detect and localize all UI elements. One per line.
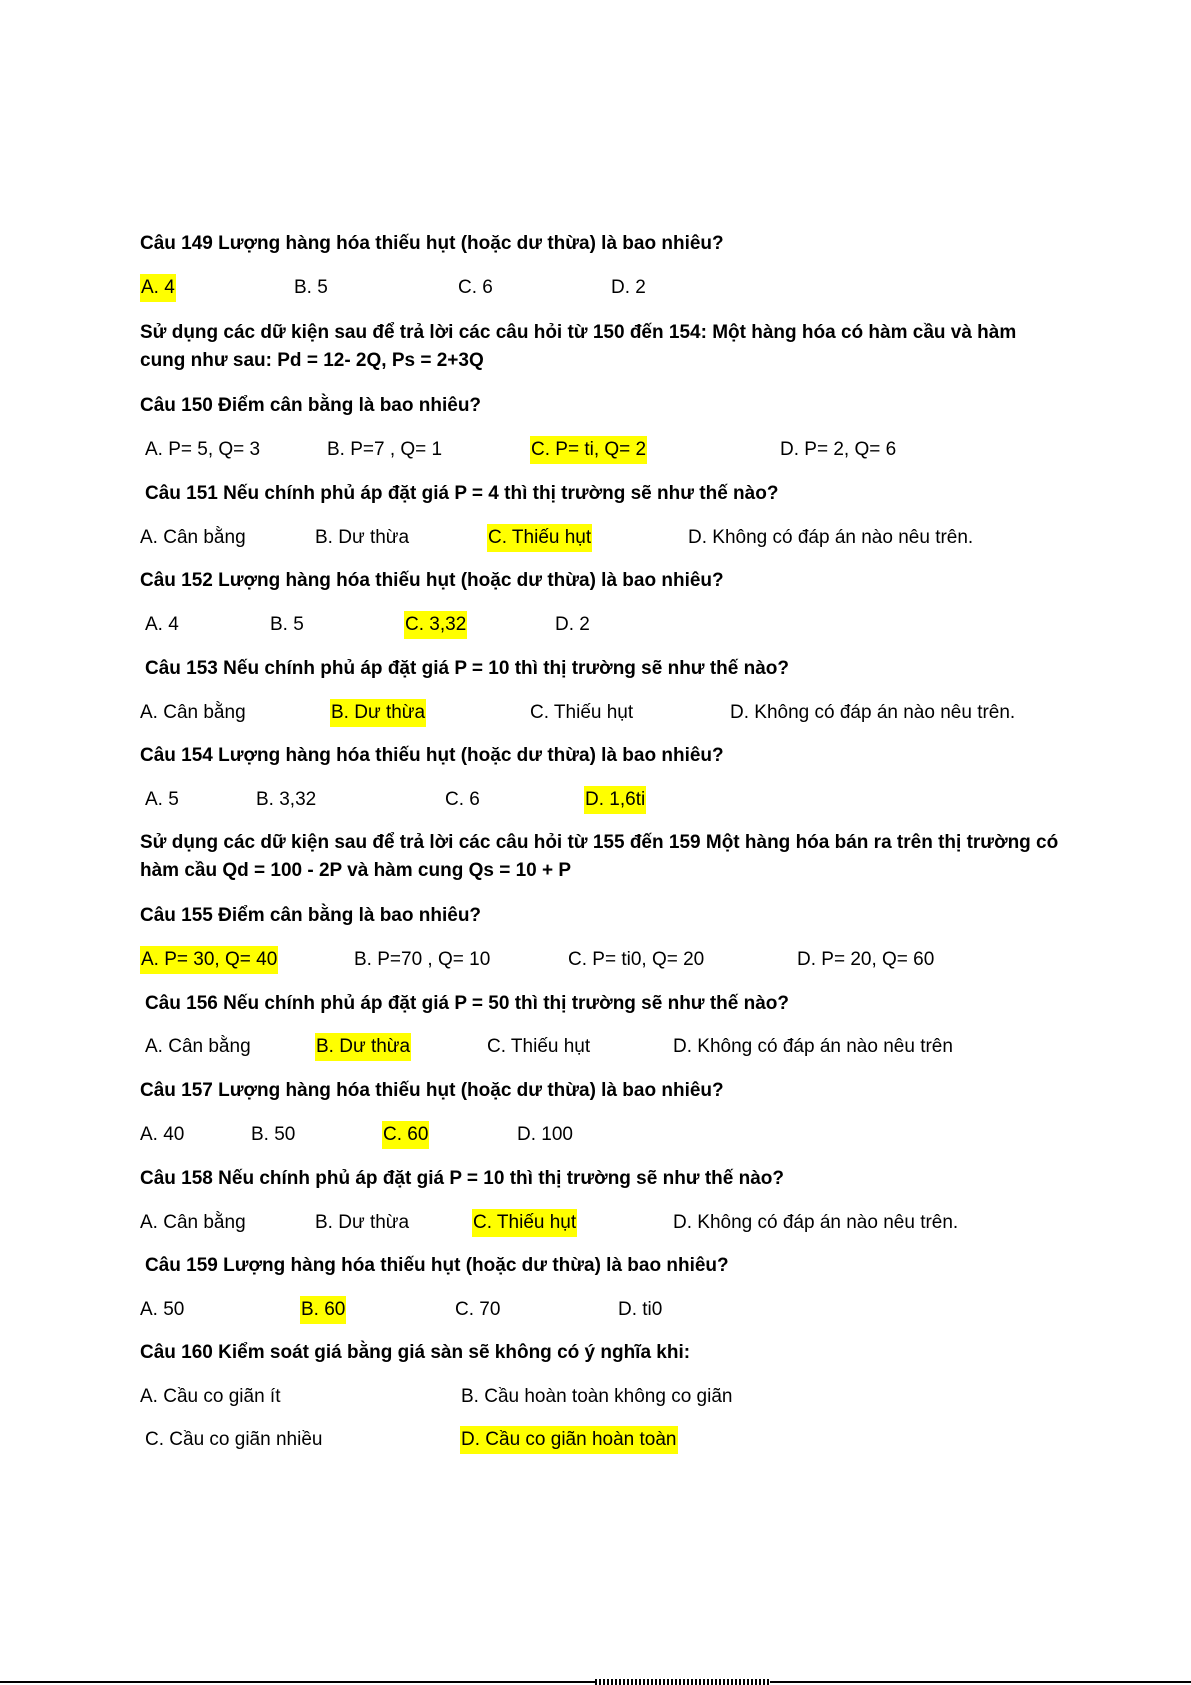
option-a-158: A. Cân bằng bbox=[140, 1212, 246, 1233]
option-a-154: A. 5 bbox=[145, 789, 179, 810]
option-d-150: D. P= 2, Q= 6 bbox=[780, 439, 897, 460]
intro-150-154: Sử dụng các dữ kiện sau để trả lời các câu hỏi từ 150 đến 154: Một hàng hóa có hàm cầu và hàm cung như sau: Pd = 12- 2Q, Ps = 2+3Q bbox=[140, 322, 1017, 371]
option-c-156: C. Thiếu hụt bbox=[487, 1036, 591, 1057]
option-c-151: C. Thiếu hụt bbox=[487, 524, 592, 552]
option-a-149: A. 4 bbox=[140, 274, 176, 302]
option-c-152: C. 3,32 bbox=[404, 611, 467, 639]
option-a-153: A. Cân bằng bbox=[140, 702, 246, 723]
option-c-158: C. Thiếu hụt bbox=[472, 1209, 577, 1237]
option-d-155: D. P= 20, Q= 60 bbox=[797, 949, 935, 970]
option-a-159: A. 50 bbox=[140, 1299, 185, 1320]
option-b-158: B. Dư thừa bbox=[315, 1212, 410, 1233]
question-155: Câu 155 Điểm cân bằng là bao nhiêu? bbox=[140, 905, 482, 926]
option-b-160: B. Cầu hoàn toàn không co giãn bbox=[461, 1386, 733, 1407]
question-158: Câu 158 Nếu chính phủ áp đặt giá P = 10 thì thị trường sẽ như thế nào? bbox=[140, 1168, 785, 1189]
option-c-160: C. Cầu co giãn nhiều bbox=[145, 1429, 323, 1450]
intro-155-159: Sử dụng các dữ kiện sau để trả lời các câu hỏi từ 155 đến 159 Một hàng hóa bán ra trên thị trường có hàm cầu Qd = 100 - 2P và hàm cung Qs = 10 + P bbox=[140, 832, 1059, 881]
option-d-160: D. Cầu co giãn hoàn toàn bbox=[460, 1426, 678, 1454]
option-a-155: A. P= 30, Q= 40 bbox=[140, 946, 278, 974]
option-c-157: C. 60 bbox=[382, 1121, 429, 1149]
question-151: Câu 151 Nếu chính phủ áp đặt giá P = 4 thì thị trường sẽ như thế nào? bbox=[145, 483, 779, 504]
option-d-154: D. 1,6ti bbox=[584, 786, 646, 814]
option-d-151: D. Không có đáp án nào nêu trên. bbox=[688, 527, 974, 548]
question-153: Câu 153 Nếu chính phủ áp đặt giá P = 10 thì thị trường sẽ như thế nào? bbox=[145, 658, 790, 679]
question-154: Câu 154 Lượng hàng hóa thiếu hụt (hoặc dư thừa) là bao nhiêu? bbox=[140, 745, 724, 766]
question-152: Câu 152 Lượng hàng hóa thiếu hụt (hoặc dư thừa) là bao nhiêu? bbox=[140, 570, 724, 591]
option-a-150: A. P= 5, Q= 3 bbox=[145, 439, 261, 460]
option-a-156: A. Cân bằng bbox=[145, 1036, 251, 1057]
option-b-154: B. 3,32 bbox=[256, 789, 317, 810]
option-b-157: B. 50 bbox=[251, 1124, 296, 1145]
option-d-153: D. Không có đáp án nào nêu trên. bbox=[730, 702, 1016, 723]
option-c-149: C. 6 bbox=[458, 277, 493, 298]
question-157: Câu 157 Lượng hàng hóa thiếu hụt (hoặc dư thừa) là bao nhiêu? bbox=[140, 1080, 724, 1101]
option-b-159: B. 60 bbox=[300, 1296, 346, 1324]
option-d-152: D. 2 bbox=[555, 614, 590, 635]
option-a-157: A. 40 bbox=[140, 1124, 185, 1145]
option-c-153: C. Thiếu hụt bbox=[530, 702, 634, 723]
question-156: Câu 156 Nếu chính phủ áp đặt giá P = 50 thì thị trường sẽ như thế nào? bbox=[145, 993, 790, 1014]
question-150: Câu 150 Điểm cân bằng là bao nhiêu? bbox=[140, 395, 482, 416]
option-c-155: C. P= ti0, Q= 20 bbox=[568, 949, 705, 970]
option-c-150: C. P= ti, Q= 2 bbox=[530, 436, 647, 464]
option-b-151: B. Dư thừa bbox=[315, 527, 410, 548]
option-b-155: B. P=70 , Q= 10 bbox=[354, 949, 491, 970]
page-bottom-dotted-segment bbox=[595, 1679, 770, 1685]
option-d-149: D. 2 bbox=[611, 277, 646, 298]
option-d-156: D. Không có đáp án nào nêu trên bbox=[673, 1036, 953, 1057]
option-b-153: B. Dư thừa bbox=[330, 699, 426, 727]
option-b-152: B. 5 bbox=[270, 614, 304, 635]
question-160: Câu 160 Kiểm soát giá bằng giá sàn sẽ không có ý nghĩa khi: bbox=[140, 1342, 691, 1363]
option-c-154: C. 6 bbox=[445, 789, 480, 810]
option-d-159: D. ti0 bbox=[618, 1299, 663, 1320]
option-b-149: B. 5 bbox=[294, 277, 328, 298]
option-b-150: B. P=7 , Q= 1 bbox=[327, 439, 443, 460]
option-a-151: A. Cân bằng bbox=[140, 527, 246, 548]
option-a-160: A. Cầu co giãn ít bbox=[140, 1386, 281, 1407]
option-a-152: A. 4 bbox=[145, 614, 179, 635]
question-159: Câu 159 Lượng hàng hóa thiếu hụt (hoặc dư thừa) là bao nhiêu? bbox=[145, 1255, 729, 1276]
option-d-157: D. 100 bbox=[517, 1124, 573, 1145]
option-d-158: D. Không có đáp án nào nêu trên. bbox=[673, 1212, 959, 1233]
option-c-159: C. 70 bbox=[455, 1299, 501, 1320]
question-149: Câu 149 Lượng hàng hóa thiếu hụt (hoặc dư thừa) là bao nhiêu? bbox=[140, 233, 724, 254]
option-b-156: B. Dư thừa bbox=[315, 1033, 411, 1061]
